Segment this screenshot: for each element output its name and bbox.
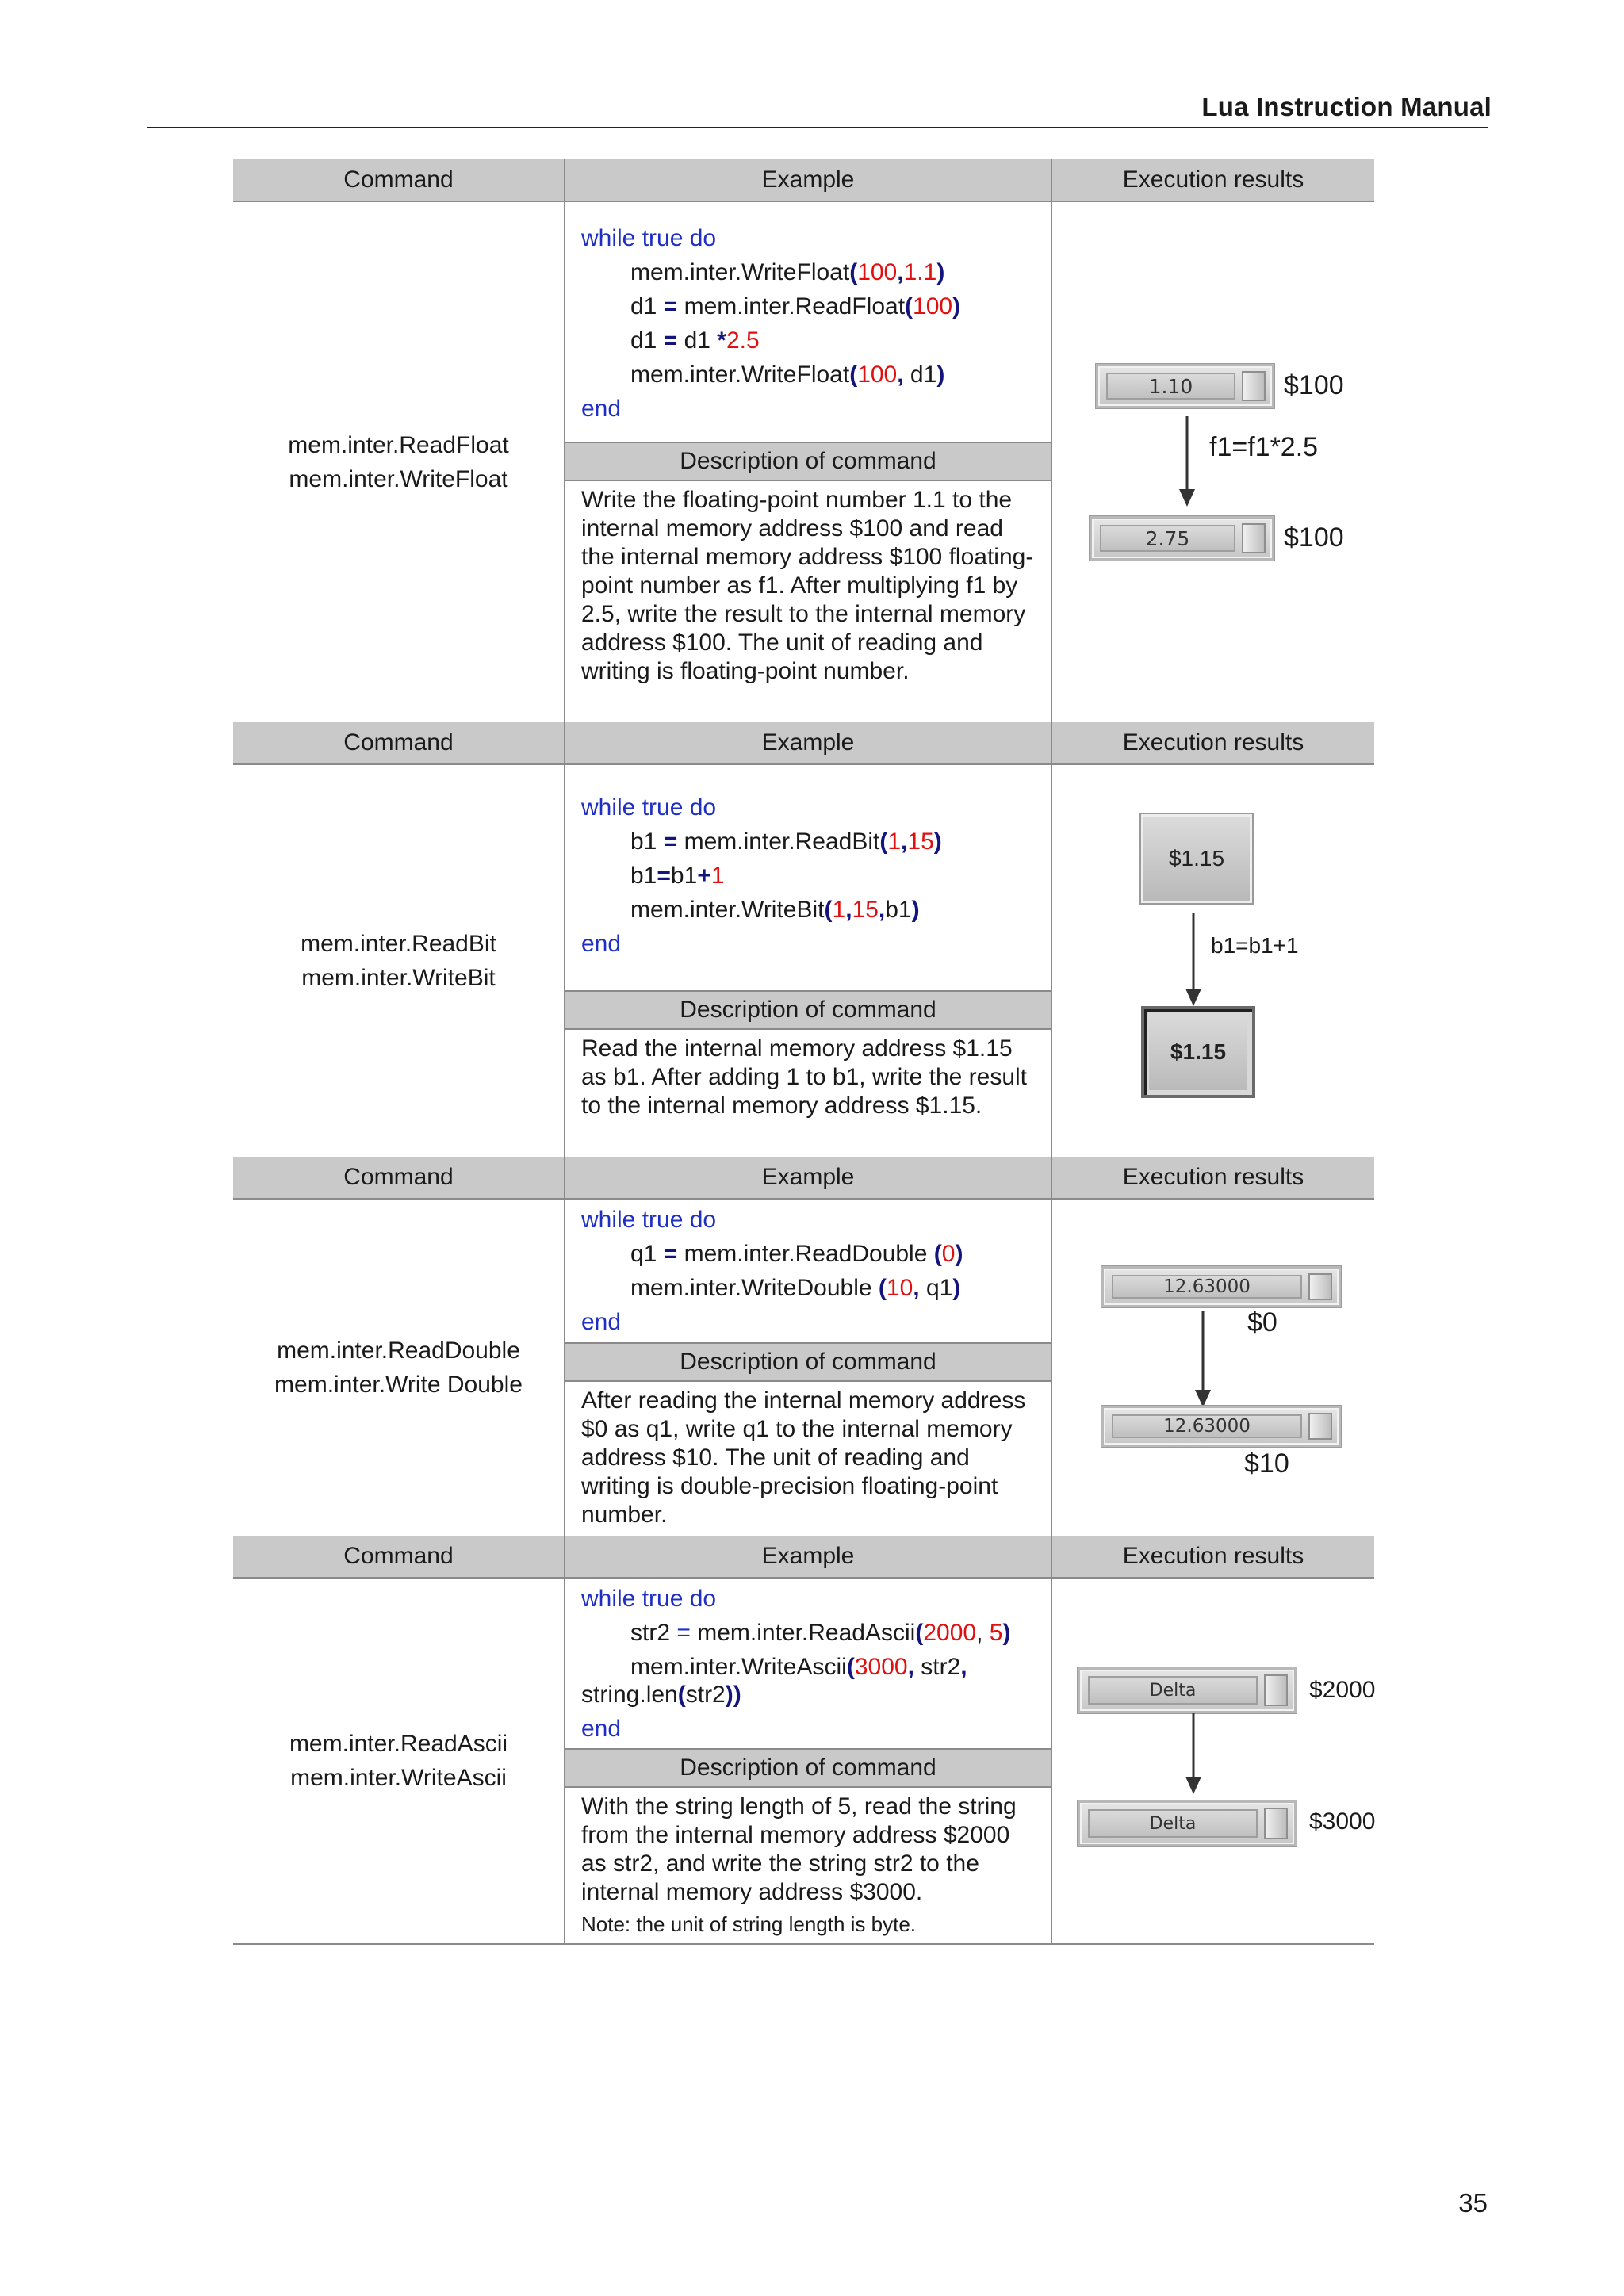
command-name: mem.inter.WriteAscii bbox=[290, 1765, 507, 1791]
code-line: d1 = mem.inter.ReadFloat(100) bbox=[630, 293, 961, 320]
code-line: end bbox=[581, 931, 622, 957]
command-name: mem.inter.ReadAscii bbox=[289, 1731, 508, 1757]
address-label: $0 bbox=[1247, 1307, 1277, 1337]
example-cell bbox=[564, 202, 1052, 722]
example-cell bbox=[564, 1200, 1052, 1536]
description-header: Description of command bbox=[565, 1748, 1051, 1788]
display-value: 1.10 bbox=[1106, 373, 1235, 400]
command-name: mem.inter.Write Double bbox=[274, 1372, 523, 1398]
spin-button bbox=[1308, 1273, 1332, 1300]
column-header-results: Execution results bbox=[1122, 729, 1304, 756]
page-header-title: Lua Instruction Manual bbox=[1201, 92, 1492, 121]
command-cell bbox=[233, 1578, 564, 1943]
code-line: while true do bbox=[581, 225, 717, 251]
column-header-results: Execution results bbox=[1122, 166, 1304, 193]
command-cell bbox=[233, 765, 564, 1157]
command-name: mem.inter.WriteFloat bbox=[289, 466, 508, 492]
address-label: $3000 bbox=[1309, 1808, 1376, 1835]
bit-button: $1.15 bbox=[1139, 813, 1254, 905]
code-line: q1 = mem.inter.ReadDouble (0) bbox=[630, 1241, 963, 1267]
results-cell bbox=[1052, 202, 1374, 722]
formula-label: b1=b1+1 bbox=[1211, 933, 1299, 958]
table-header-row bbox=[233, 1536, 1374, 1578]
command-name: mem.inter.ReadBit bbox=[301, 931, 496, 957]
code-line: while true do bbox=[581, 1207, 717, 1233]
description-cell bbox=[565, 1788, 1051, 1938]
spin-button bbox=[1242, 371, 1266, 401]
description-text: After reading the internal memory address $0 as q1, write q1 to the internal memory address $10. The unit of reading and writing is double-precision floating-point number. bbox=[581, 1387, 1026, 1528]
section-ascii bbox=[233, 1578, 1374, 1945]
description-text: Write the floating-point number 1.1 to the internal memory address $100 and read the internal memory address $100 floating-point number as f1. After multiplying f1 by 2.5, write the result to the internal memory address $100. The unit of reading and writing is floating-point number. bbox=[581, 487, 1034, 684]
description-note: Note: the unit of string length is byte. bbox=[581, 1912, 917, 1936]
display-value: 2.75 bbox=[1100, 525, 1235, 552]
display-value: 12.63000 bbox=[1112, 1414, 1302, 1438]
spin-button bbox=[1264, 1808, 1288, 1839]
text-display bbox=[1078, 1667, 1297, 1713]
command-cell bbox=[233, 202, 564, 722]
column-header-command: Command bbox=[343, 166, 454, 193]
command-name: mem.inter.ReadDouble bbox=[277, 1337, 520, 1364]
column-header-example: Example bbox=[564, 1536, 1052, 1577]
column-header-example: Example bbox=[564, 1157, 1052, 1198]
down-arrow-icon bbox=[1184, 913, 1203, 1008]
table-header-row bbox=[233, 1157, 1374, 1200]
code-line: while true do bbox=[581, 1586, 717, 1612]
address-label: $2000 bbox=[1309, 1677, 1376, 1703]
spin-button bbox=[1242, 523, 1266, 553]
header-rule bbox=[147, 127, 1488, 128]
code-line: while true do bbox=[581, 794, 717, 821]
section-bit bbox=[233, 765, 1374, 1157]
command-table bbox=[233, 159, 1374, 1945]
section-float bbox=[233, 202, 1374, 722]
formula-label: f1=f1*2.5 bbox=[1209, 432, 1319, 462]
code-line: mem.inter.WriteAscii(3000, str2, bbox=[630, 1654, 967, 1680]
numeric-display bbox=[1096, 364, 1274, 408]
bit-button-pressed: $1.15 bbox=[1141, 1006, 1255, 1098]
results-cell bbox=[1052, 1200, 1374, 1536]
column-header-results: Execution results bbox=[1122, 1164, 1304, 1190]
display-value: 12.63000 bbox=[1112, 1275, 1302, 1299]
column-header-example: Example bbox=[564, 722, 1052, 763]
description-header: Description of command bbox=[565, 442, 1051, 481]
code-line: mem.inter.WriteFloat(100, d1) bbox=[630, 362, 945, 388]
command-name: mem.inter.ReadFloat bbox=[288, 432, 509, 458]
code-line: end bbox=[581, 396, 622, 422]
code-line: mem.inter.WriteBit(1,15,b1) bbox=[630, 897, 920, 923]
numeric-display bbox=[1101, 1406, 1341, 1447]
description-text: Read the internal memory address $1.15 as b1. After adding 1 to b1, write the result to the internal memory address $1.15. bbox=[581, 1035, 1028, 1119]
results-cell bbox=[1052, 1578, 1374, 1943]
down-arrow-icon bbox=[1184, 1713, 1203, 1796]
column-header-command: Command bbox=[343, 729, 454, 756]
code-line: str2 = mem.inter.ReadAscii(2000, 5) bbox=[630, 1620, 1011, 1646]
code-line: mem.inter.WriteDouble (10, q1) bbox=[630, 1275, 961, 1301]
table-header-row bbox=[233, 159, 1374, 202]
down-arrow-icon bbox=[1193, 1311, 1212, 1409]
code-line: b1=b1+1 bbox=[630, 863, 725, 889]
page-number: 35 bbox=[1458, 2188, 1488, 2218]
code-block bbox=[565, 765, 1051, 990]
address-label: $100 bbox=[1284, 522, 1344, 553]
code-line: mem.inter.WriteFloat(100,1.1) bbox=[630, 259, 945, 285]
address-label: $10 bbox=[1244, 1448, 1289, 1479]
description-text: With the string length of 5, read the string from the internal memory address $2000 as str2, and write the string str2 to the internal memory address $3000. bbox=[581, 1793, 1017, 1905]
column-header-example: Example bbox=[564, 159, 1052, 201]
column-header-command: Command bbox=[343, 1164, 454, 1190]
code-line: end bbox=[581, 1716, 622, 1742]
description-header: Description of command bbox=[565, 990, 1051, 1030]
section-double bbox=[233, 1200, 1374, 1536]
display-value: Delta bbox=[1088, 1809, 1258, 1838]
code-block bbox=[565, 202, 1051, 442]
code-line: end bbox=[581, 1309, 622, 1335]
numeric-display bbox=[1101, 1266, 1341, 1307]
table-header-row bbox=[233, 722, 1374, 765]
code-block bbox=[565, 1200, 1051, 1342]
spin-button bbox=[1264, 1674, 1288, 1706]
code-line: d1 = d1 *2.5 bbox=[630, 327, 760, 354]
code-line: string.len(str2)) bbox=[581, 1682, 741, 1708]
down-arrow-icon bbox=[1178, 416, 1197, 508]
display-value: Delta bbox=[1088, 1676, 1258, 1705]
code-block bbox=[565, 1578, 1051, 1748]
text-display bbox=[1078, 1800, 1297, 1846]
example-cell bbox=[564, 1578, 1052, 1943]
results-cell bbox=[1052, 765, 1374, 1157]
column-header-results: Execution results bbox=[1122, 1543, 1304, 1569]
numeric-display bbox=[1090, 516, 1274, 561]
description-header: Description of command bbox=[565, 1342, 1051, 1382]
command-cell bbox=[233, 1200, 564, 1536]
column-header-command: Command bbox=[343, 1543, 454, 1569]
address-label: $100 bbox=[1284, 370, 1344, 400]
spin-button bbox=[1308, 1413, 1332, 1440]
command-name: mem.inter.WriteBit bbox=[301, 965, 496, 991]
example-cell bbox=[564, 765, 1052, 1157]
code-line: b1 = mem.inter.ReadBit(1,15) bbox=[630, 828, 942, 855]
